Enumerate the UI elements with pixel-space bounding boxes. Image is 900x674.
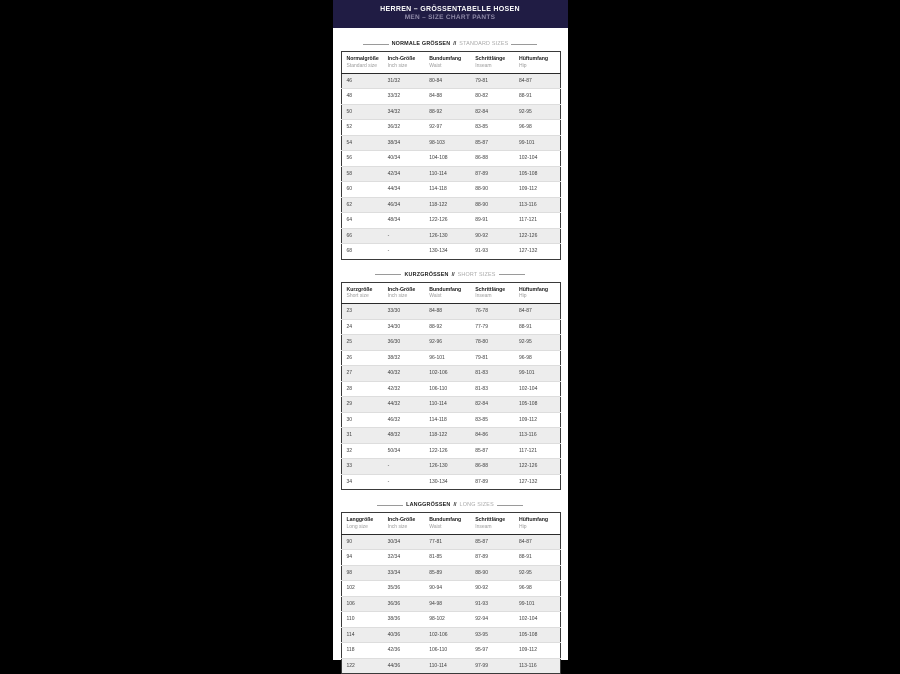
table-cell: 117-121: [514, 213, 560, 229]
size-section-short: [333, 272, 568, 491]
table-cell: 88-92: [424, 104, 470, 120]
table-cell: 24: [341, 319, 383, 335]
table-cell: 31/32: [383, 73, 425, 89]
section-title-long: [341, 502, 560, 508]
table-cell: 78-80: [470, 335, 514, 351]
table-cell: 84-87: [514, 304, 560, 320]
table-cell: 91-93: [470, 244, 514, 260]
table-cell: 46: [341, 73, 383, 89]
table-cell: 88-90: [470, 197, 514, 213]
table-cell: 102-106: [424, 627, 470, 643]
column-header-de: Bundumfang: [429, 286, 462, 293]
table-cell: 81-85: [424, 550, 470, 566]
table-row: [341, 151, 560, 167]
table-header-row: [341, 52, 560, 74]
table-row: [341, 228, 560, 244]
table-cell: 113-116: [514, 658, 560, 674]
table-cell: 48/32: [383, 428, 425, 444]
table-row: [341, 89, 560, 105]
table-cell: 102: [341, 581, 383, 597]
table-row: [341, 474, 560, 490]
table-row: [341, 73, 560, 89]
table-cell: 52: [341, 120, 383, 136]
table-header-row: [341, 513, 560, 535]
table-cell: 40/36: [383, 627, 425, 643]
chart-banner: [333, 0, 568, 28]
table-cell: 81-83: [470, 366, 514, 382]
table-cell: 42/32: [383, 381, 425, 397]
table-cell: 84-87: [514, 73, 560, 89]
table-row: [341, 104, 560, 120]
table-cell: 130-134: [424, 474, 470, 490]
table-cell: 30/34: [383, 534, 425, 550]
size-chart-sheet: [333, 0, 568, 669]
column-header-en: Standard size: [346, 62, 378, 69]
table-cell: 36/30: [383, 335, 425, 351]
table-row: [341, 534, 560, 550]
table-cell: 33: [341, 459, 383, 475]
table-cell: 90-92: [470, 228, 514, 244]
column-header-en: Inch size: [387, 293, 408, 299]
table-cell: 87-89: [470, 474, 514, 490]
column-header-3: [470, 513, 514, 535]
title-rule-right: [497, 505, 523, 506]
table-cell: 122: [341, 658, 383, 674]
table-cell: 96-101: [424, 350, 470, 366]
column-header-1: [383, 52, 425, 74]
table-cell: 110-114: [424, 166, 470, 182]
column-header-1: [383, 513, 425, 535]
table-cell: 28: [341, 381, 383, 397]
table-cell: 106-110: [424, 643, 470, 659]
table-cell: 56: [341, 151, 383, 167]
table-cell: 58: [341, 166, 383, 182]
title-rule-right: [499, 274, 525, 275]
table-row: [341, 643, 560, 659]
column-header-en: Inseam: [475, 523, 492, 530]
table-cell: 64: [341, 213, 383, 229]
table-cell: -: [383, 228, 425, 244]
table-cell: 102-104: [514, 381, 560, 397]
table-cell: 126-130: [424, 459, 470, 475]
table-cell: 34/30: [383, 319, 425, 335]
table-cell: 92-94: [470, 612, 514, 628]
table-cell: 54: [341, 135, 383, 151]
table-cell: 79-81: [470, 73, 514, 89]
table-cell: 83-85: [470, 412, 514, 428]
table-row: [341, 213, 560, 229]
table-cell: 44/32: [383, 397, 425, 413]
table-cell: 122-126: [424, 443, 470, 459]
table-cell: 33/32: [383, 89, 425, 105]
column-header-en: Long size: [346, 523, 368, 530]
table-cell: 25: [341, 335, 383, 351]
table-cell: 34/32: [383, 104, 425, 120]
table-cell: 81-83: [470, 381, 514, 397]
table-cell: 88-91: [514, 319, 560, 335]
table-cell: 88-90: [470, 182, 514, 198]
table-cell: 31: [341, 428, 383, 444]
section-title-de: KURZGRÖSSEN: [404, 271, 449, 278]
column-header-en: Waist: [429, 62, 442, 69]
table-row: [341, 244, 560, 260]
table-cell: 44/36: [383, 658, 425, 674]
table-cell: 98: [341, 565, 383, 581]
table-cell: 26: [341, 350, 383, 366]
table-cell: 122-126: [514, 459, 560, 475]
table-cell: 38/34: [383, 135, 425, 151]
table-cell: 88-90: [470, 565, 514, 581]
table-cell: 109-112: [514, 643, 560, 659]
column-header-en: Inch size: [387, 523, 408, 530]
table-row: [341, 304, 560, 320]
table-cell: 50: [341, 104, 383, 120]
column-header-0: [341, 282, 383, 304]
table-cell: 96-98: [514, 350, 560, 366]
table-cell: 105-108: [514, 166, 560, 182]
table-cell: 114-118: [424, 412, 470, 428]
table-cell: 79-81: [470, 350, 514, 366]
table-cell: 85-87: [470, 534, 514, 550]
table-cell: 87-89: [470, 550, 514, 566]
table-row: [341, 412, 560, 428]
table-cell: 90-94: [424, 581, 470, 597]
table-cell: 44/34: [383, 182, 425, 198]
table-cell: 118: [341, 643, 383, 659]
table-cell: 84-88: [424, 304, 470, 320]
table-cell: 88-92: [424, 319, 470, 335]
table-cell: 99-101: [514, 366, 560, 382]
column-header-de: Inch-Größe: [387, 56, 416, 62]
table-row: [341, 596, 560, 612]
table-cell: 114: [341, 627, 383, 643]
table-cell: 86-88: [470, 459, 514, 475]
table-cell: 114-118: [424, 182, 470, 198]
section-title-en: LONG SIZES: [459, 502, 494, 508]
column-header-0: [341, 52, 383, 74]
table-cell: 102-104: [514, 612, 560, 628]
table-cell: 38/36: [383, 612, 425, 628]
column-header-en: Short size: [346, 293, 369, 299]
table-row: [341, 550, 560, 566]
table-cell: 98-103: [424, 135, 470, 151]
table-cell: 95-97: [470, 643, 514, 659]
table-cell: 80-82: [470, 89, 514, 105]
table-row: [341, 581, 560, 597]
table-cell: 85-87: [470, 135, 514, 151]
table-cell: 97-99: [470, 658, 514, 674]
table-cell: 105-108: [514, 627, 560, 643]
column-header-3: [470, 52, 514, 74]
banner-title-de: HERREN – GRÖSSENTABELLE HOSEN: [380, 6, 520, 13]
table-cell: 92-95: [514, 104, 560, 120]
table-cell: 84-86: [470, 428, 514, 444]
size-table-standard: [341, 51, 561, 260]
size-section-long: [333, 502, 568, 674]
table-cell: 30: [341, 412, 383, 428]
section-title-en: SHORT SIZES: [457, 271, 496, 278]
table-cell: 94: [341, 550, 383, 566]
table-cell: 46/32: [383, 412, 425, 428]
table-cell: 126-130: [424, 228, 470, 244]
column-header-de: Schrittlänge: [475, 286, 506, 293]
section-title-separator: //: [453, 502, 457, 508]
table-cell: 42/34: [383, 166, 425, 182]
table-cell: 77-79: [470, 319, 514, 335]
column-header-de: Schrittlänge: [475, 517, 506, 523]
table-cell: -: [383, 474, 425, 490]
table-cell: 127-132: [514, 474, 560, 490]
section-title-separator: //: [453, 41, 457, 47]
table-row: [341, 120, 560, 136]
table-row: [341, 182, 560, 198]
table-cell: 35/36: [383, 581, 425, 597]
section-title-en: STANDARD SIZES: [459, 41, 509, 47]
table-cell: 118-122: [424, 197, 470, 213]
table-cell: 66: [341, 228, 383, 244]
title-rule-left: [377, 505, 403, 506]
table-cell: 36/32: [383, 120, 425, 136]
table-row: [341, 443, 560, 459]
table-row: [341, 627, 560, 643]
table-cell: 84-88: [424, 89, 470, 105]
table-cell: 40/34: [383, 151, 425, 167]
table-cell: 92-97: [424, 120, 470, 136]
table-cell: 88-91: [514, 89, 560, 105]
section-title-de: NORMALE GRÖSSEN: [391, 41, 451, 47]
table-cell: 68: [341, 244, 383, 260]
table-row: [341, 135, 560, 151]
table-cell: 85-87: [470, 443, 514, 459]
table-cell: 127-132: [514, 244, 560, 260]
table-cell: 48: [341, 89, 383, 105]
table-cell: 82-84: [470, 104, 514, 120]
table-row: [341, 397, 560, 413]
table-row: [341, 381, 560, 397]
table-cell: 88-91: [514, 550, 560, 566]
table-cell: 34: [341, 474, 383, 490]
table-cell: 99-101: [514, 135, 560, 151]
table-cell: 96-98: [514, 120, 560, 136]
table-cell: 122-126: [424, 213, 470, 229]
table-cell: 93-95: [470, 627, 514, 643]
table-cell: 105-108: [514, 397, 560, 413]
table-cell: 99-101: [514, 596, 560, 612]
table-cell: 102-106: [424, 366, 470, 382]
column-header-de: Bundumfang: [429, 56, 462, 62]
table-cell: 80-84: [424, 73, 470, 89]
table-cell: 104-108: [424, 151, 470, 167]
table-cell: 32/34: [383, 550, 425, 566]
table-cell: 90: [341, 534, 383, 550]
column-header-en: Inseam: [475, 62, 492, 69]
table-cell: 50/34: [383, 443, 425, 459]
column-header-2: [424, 282, 470, 304]
table-cell: 91-93: [470, 596, 514, 612]
table-cell: 84-87: [514, 534, 560, 550]
table-row: [341, 319, 560, 335]
table-cell: 77-81: [424, 534, 470, 550]
column-header-de: Inch-Größe: [387, 517, 416, 523]
table-cell: 48/34: [383, 213, 425, 229]
column-header-en: Hip: [519, 62, 527, 69]
table-cell: 32: [341, 443, 383, 459]
table-cell: 92-95: [514, 335, 560, 351]
table-row: [341, 335, 560, 351]
table-cell: -: [383, 244, 425, 260]
column-header-de: Inch-Größe: [387, 286, 416, 293]
column-header-de: Bundumfang: [429, 517, 462, 523]
table-row: [341, 459, 560, 475]
size-table-long: [341, 512, 561, 674]
table-cell: 85-89: [424, 565, 470, 581]
size-table-short: [341, 282, 561, 491]
table-cell: 106-110: [424, 381, 470, 397]
table-cell: 96-98: [514, 581, 560, 597]
table-cell: 110-114: [424, 658, 470, 674]
table-cell: 82-84: [470, 397, 514, 413]
table-cell: 90-92: [470, 581, 514, 597]
table-cell: -: [383, 459, 425, 475]
column-header-de: Kurzgröße: [346, 286, 373, 293]
column-header-0: [341, 513, 383, 535]
table-cell: 86-88: [470, 151, 514, 167]
banner-title-en: MEN – SIZE CHART PANTS: [404, 14, 496, 21]
table-cell: 94-98: [424, 596, 470, 612]
table-row: [341, 612, 560, 628]
table-row: [341, 166, 560, 182]
column-header-en: Hip: [519, 293, 527, 299]
table-cell: 122-126: [514, 228, 560, 244]
table-cell: 109-112: [514, 182, 560, 198]
table-cell: 130-134: [424, 244, 470, 260]
table-cell: 38/32: [383, 350, 425, 366]
column-header-en: Hip: [519, 523, 527, 530]
column-header-en: Inseam: [475, 293, 492, 299]
table-cell: 89-91: [470, 213, 514, 229]
column-header-en: Waist: [429, 523, 442, 530]
table-cell: 33/30: [383, 304, 425, 320]
table-cell: 113-116: [514, 197, 560, 213]
table-cell: 62: [341, 197, 383, 213]
table-cell: 117-121: [514, 443, 560, 459]
column-header-de: Hüftumfang: [519, 517, 549, 523]
table-cell: 113-116: [514, 428, 560, 444]
table-cell: 106: [341, 596, 383, 612]
column-header-4: [514, 52, 560, 74]
table-row: [341, 350, 560, 366]
section-title-standard: [341, 41, 560, 47]
table-row: [341, 658, 560, 674]
table-row: [341, 428, 560, 444]
table-cell: 110: [341, 612, 383, 628]
table-row: [341, 197, 560, 213]
table-cell: 46/34: [383, 197, 425, 213]
column-header-de: Hüftumfang: [519, 286, 549, 293]
column-header-4: [514, 282, 560, 304]
table-cell: 40/32: [383, 366, 425, 382]
table-cell: 42/36: [383, 643, 425, 659]
column-header-de: Schrittlänge: [475, 56, 506, 62]
table-cell: 23: [341, 304, 383, 320]
table-cell: 102-104: [514, 151, 560, 167]
column-header-2: [424, 52, 470, 74]
table-cell: 87-89: [470, 166, 514, 182]
title-rule-left: [375, 274, 401, 275]
column-header-de: Langgröße: [346, 517, 374, 523]
table-cell: 110-114: [424, 397, 470, 413]
size-tables-container: [333, 41, 568, 674]
table-row: [341, 565, 560, 581]
table-cell: 36/36: [383, 596, 425, 612]
column-header-4: [514, 513, 560, 535]
table-cell: 83-85: [470, 120, 514, 136]
table-cell: 33/34: [383, 565, 425, 581]
section-title-de: LANGGRÖSSEN: [406, 502, 451, 508]
column-header-en: Inch size: [387, 62, 408, 69]
title-rule-left: [363, 44, 389, 45]
table-cell: 118-122: [424, 428, 470, 444]
column-header-3: [470, 282, 514, 304]
column-header-1: [383, 282, 425, 304]
table-cell: 27: [341, 366, 383, 382]
section-title-short: [341, 272, 560, 278]
section-title-separator: //: [451, 271, 455, 278]
column-header-de: Hüftumfang: [519, 56, 549, 62]
title-rule-right: [511, 44, 537, 45]
column-header-en: Waist: [429, 293, 442, 299]
column-header-de: Normalgröße: [346, 56, 379, 62]
size-section-standard: [333, 41, 568, 260]
table-cell: 98-102: [424, 612, 470, 628]
table-cell: 92-96: [424, 335, 470, 351]
table-cell: 29: [341, 397, 383, 413]
table-cell: 92-95: [514, 565, 560, 581]
table-row: [341, 366, 560, 382]
table-header-row: [341, 282, 560, 304]
column-header-2: [424, 513, 470, 535]
table-cell: 76-78: [470, 304, 514, 320]
table-cell: 109-112: [514, 412, 560, 428]
table-cell: 60: [341, 182, 383, 198]
